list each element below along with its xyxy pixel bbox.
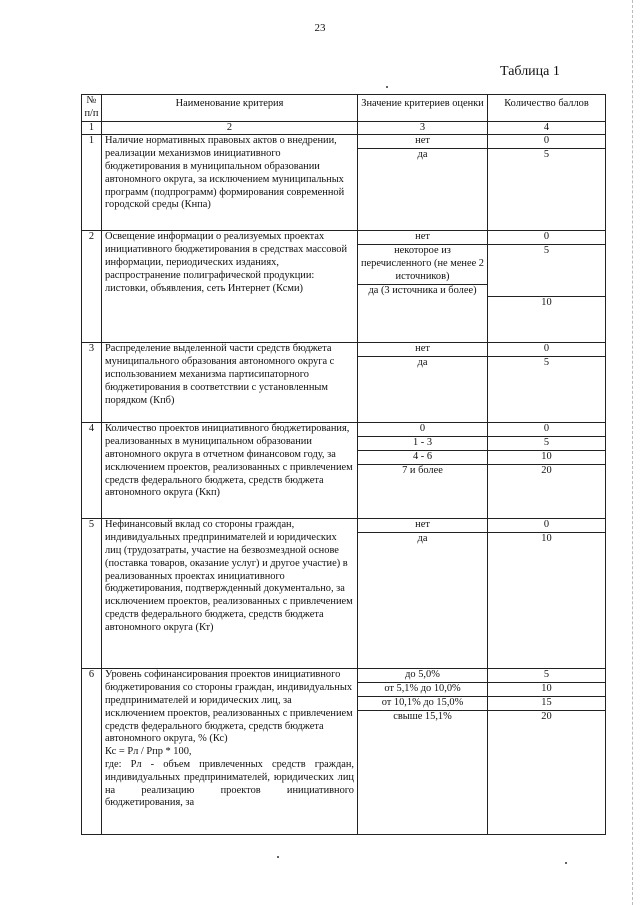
row-number: 5: [82, 519, 102, 669]
option-score: 10: [488, 451, 605, 465]
column-number-row: [82, 121, 606, 135]
row-number: 1: [82, 135, 102, 231]
row-number: 6: [82, 669, 102, 835]
table-title: Таблица 1: [500, 64, 560, 79]
option-score: 5: [543, 149, 550, 161]
criterion-name: Распределение выделенной части средств бюджета муниципального образования автономного округа с использованием механизма партисипаторного бюджетирования в соответствии с установленным порядком (Кпб): [102, 343, 358, 423]
header-score: Количество баллов: [488, 95, 606, 122]
criterion-values: [358, 669, 488, 835]
criterion-values: [358, 231, 488, 343]
option-value: 1 - 3: [358, 437, 487, 451]
option-value: до 5,0%: [358, 669, 487, 683]
column-number: 2: [102, 121, 358, 135]
scan-dot: [565, 862, 567, 864]
scan-dot: [277, 856, 279, 858]
criterion-formula: Кс = Рл / Рпр * 100,: [105, 746, 192, 758]
option-value: нет: [358, 135, 487, 149]
header-value: Значение критериев оценки: [358, 95, 488, 122]
option-value: нет: [358, 519, 487, 533]
header-no: № п/п: [82, 95, 102, 122]
criterion-values: [358, 135, 488, 231]
option-score: 15: [488, 697, 605, 711]
row-number: 2: [82, 231, 102, 343]
header-row: [82, 95, 606, 122]
option-score: 20: [541, 464, 552, 476]
page-number: 23: [314, 22, 326, 34]
criterion-name: Нефинансовый вклад со стороны граждан, индивидуальных предпринимателей и юридических лиц (трудозатраты, участие на безвозмездной основе (поставка товаров, оказание услуг) и другое участие) в реализованных проектах инициативного бюджетирования, подтвержденный документально, за исключением проектов, реализованных с привлечением средств федерального бюджета, средств бюджета автономного округа (Кт): [102, 519, 358, 669]
criterion-name: Наличие нормативных правовых актов о внедрении, реализации механизмов инициативного бюджетирования в муниципальном образовании автономного округа, за исключением муниципальных программ (подпрограмм) формирования современной городской среды (Кнпа): [102, 135, 358, 231]
criterion-scores: [488, 423, 606, 519]
option-value: да: [417, 357, 428, 369]
criterion-scores: [488, 135, 606, 231]
criterion-scores: [488, 669, 606, 835]
option-score: 5: [543, 357, 550, 369]
criterion-name: Освещение информации о реализуемых проектах инициативного бюджетирования в средствах массовой информации, периодических изданиях, распространение полиграфической продукции: листовки, объявления, сеть Интернет (Ксми): [102, 231, 358, 343]
table-row: [82, 423, 606, 519]
option-value: 4 - 6: [358, 451, 487, 465]
criterion-name: Количество проектов инициативного бюджетирования, реализованных в муниципальном образовании автономного округа в отчетном финансовом году, за исключением проектов, реализованных с привлечением средств федерального бюджета, средств бюджета автономного округа (Ккп): [102, 423, 358, 519]
option-score: 10: [541, 533, 552, 545]
option-score: 5: [543, 245, 550, 257]
table-row: [82, 519, 606, 669]
row-number: 3: [82, 343, 102, 423]
scan-edge-right: [632, 0, 635, 905]
row-number: 4: [82, 423, 102, 519]
criterion-values: [358, 423, 488, 519]
option-value: да: [417, 533, 428, 545]
column-number: 3: [358, 121, 488, 135]
criterion-formula-note: где: Рл - объем привлеченных средств граждан, индивидуальных предпринимателей, юридических лиц на реализацию проектов инициативного бюджетирования, за: [105, 758, 354, 809]
option-value: 7 и более: [402, 464, 443, 476]
option-score: 0: [488, 135, 605, 149]
table-row: [82, 343, 606, 423]
option-value: от 5,1% до 10,0%: [358, 683, 487, 697]
criterion-scores: [488, 343, 606, 423]
criterion-scores: [488, 231, 606, 343]
table-row: [82, 231, 606, 343]
option-value: 0: [358, 423, 487, 437]
option-value: свыше 15,1%: [393, 710, 452, 722]
criterion-name-cell: [102, 669, 358, 835]
criterion-values: [358, 519, 488, 669]
option-value: да: [417, 149, 428, 161]
option-score: 20: [541, 710, 552, 722]
option-value: да (3 источника и более): [368, 284, 477, 296]
option-score: 10: [488, 683, 605, 697]
option-score: 5: [488, 669, 605, 683]
criteria-table: [81, 94, 606, 835]
option-value: некоторое из перечисленного (не менее 2 источников): [358, 245, 487, 284]
option-score: 10: [488, 296, 605, 310]
criterion-scores: [488, 519, 606, 669]
column-number: 1: [82, 121, 102, 135]
header-name: Наименование критерия: [102, 95, 358, 122]
option-value: нет: [358, 231, 487, 245]
criterion-name: Уровень софинансирования проектов инициативного бюджетирования со стороны граждан, индивидуальных предпринимателей и юридических лиц, за исключением проектов, реализованных с привлечением средств федерального бюджета, средств бюджета автономного округа, % (Кс): [105, 669, 353, 745]
scan-dot: [386, 86, 388, 88]
option-score: 0: [488, 423, 605, 437]
option-score: 0: [488, 231, 605, 245]
criterion-values: [358, 343, 488, 423]
option-value: нет: [358, 343, 487, 357]
option-score: 5: [488, 437, 605, 451]
table-row: [82, 135, 606, 231]
option-value: от 10,1% до 15,0%: [358, 697, 487, 711]
table-row: [82, 669, 606, 835]
option-score: 0: [488, 519, 605, 533]
column-number: 4: [488, 121, 606, 135]
option-score: 0: [488, 343, 605, 357]
